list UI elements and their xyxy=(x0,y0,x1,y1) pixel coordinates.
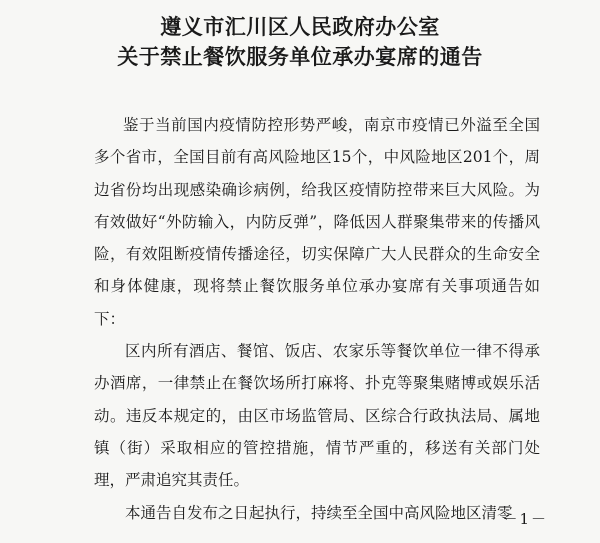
paragraph-2: 区内所有酒店、餐馆、饭店、农家乐等餐饮单位一律不得承办酒席，一律禁止在餐饮场所打麻将、扑克等聚集赌博或娱乐活动。违反本规定的，由区市场监管局、区综合行政执法局、属地镇（街）采取相应的管控措施，情节严重的，移送有关部门处理，严肃追究其责任。 xyxy=(94,342,540,490)
document-title-line-1: 遵义市汇川区人民政府办公室 xyxy=(160,14,440,39)
document-title-line-2: 关于禁止餐饮服务单位承办宴席的通告 xyxy=(117,44,483,69)
paragraph-3: 本通告自发布之日起执行，持续至全国中高风险地区清零 xyxy=(125,503,513,522)
paragraph-1: 鉴于当前国内疫情防控形势严峻，南京市疫情已外溢至全国多个省市，全国目前有高风险地区15个，中风险地区201个，周边省份均出现感染确诊病例，给我区疫情防控带来巨大风险。为有效做好“外防输入，内防反弹”，降低因人群聚集带来的传播风险，有效阻断疫情传播途径，切实保障广大人民群众的生命安全和身体健康，现将禁止餐饮服务单位承办宴席有关事项通告如下： xyxy=(94,116,540,328)
document-body xyxy=(94,109,540,529)
page-number: －1－ xyxy=(502,510,548,528)
